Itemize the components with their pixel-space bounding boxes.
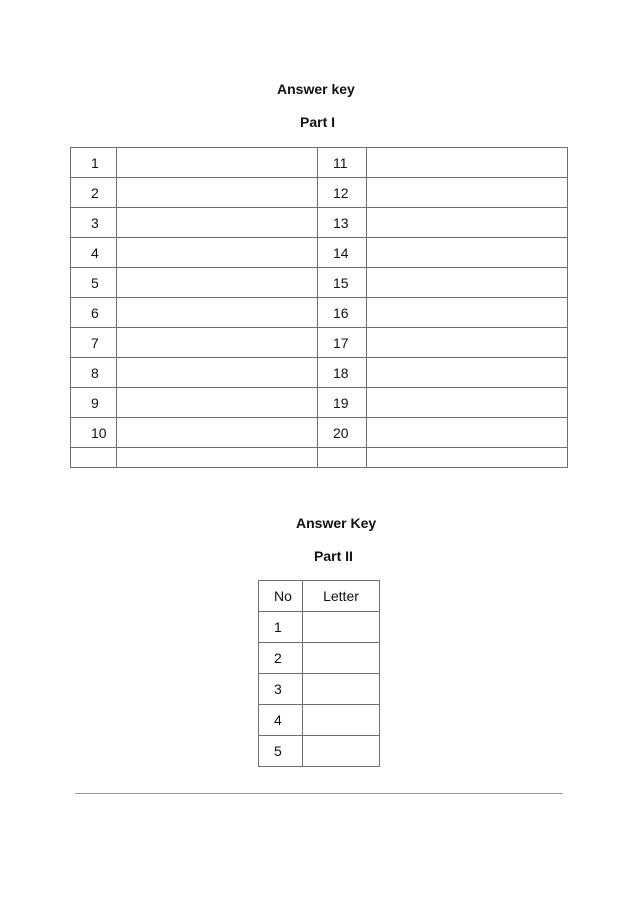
table-row: [71, 238, 568, 268]
letter-cell[interactable]: [303, 612, 380, 643]
question-number: 5: [259, 736, 303, 767]
answer-cell[interactable]: [117, 388, 318, 418]
answer-cell[interactable]: [117, 298, 318, 328]
column-header-no: No: [259, 581, 303, 612]
question-number: 14: [318, 238, 367, 268]
answer-cell[interactable]: [367, 148, 568, 178]
answer-cell[interactable]: [367, 328, 568, 358]
column-header-letter: Letter: [303, 581, 380, 612]
table-row: [71, 358, 568, 388]
table-row: [71, 148, 568, 178]
part1-subtitle: Part I: [300, 114, 336, 130]
question-number: 20: [318, 418, 367, 448]
question-number: 10: [71, 418, 117, 448]
answer-cell[interactable]: [367, 178, 568, 208]
part2-answer-table: [258, 580, 380, 767]
answer-cell[interactable]: [117, 268, 318, 298]
question-number: 1: [71, 148, 117, 178]
part2-subtitle: Part II: [314, 548, 353, 564]
question-number: 8: [71, 358, 117, 388]
answer-cell[interactable]: [117, 238, 318, 268]
answer-cell[interactable]: [117, 358, 318, 388]
question-number: 7: [71, 328, 117, 358]
empty-cell: [367, 448, 568, 468]
letter-cell[interactable]: [303, 643, 380, 674]
footer-divider: [75, 793, 563, 794]
table-row-empty: [71, 448, 568, 468]
table-row: [259, 736, 380, 767]
question-number: 16: [318, 298, 367, 328]
letter-cell[interactable]: [303, 736, 380, 767]
table-row: [259, 674, 380, 705]
answer-cell[interactable]: [367, 418, 568, 448]
question-number: 4: [71, 238, 117, 268]
table-row: [71, 418, 568, 448]
table-row: [259, 612, 380, 643]
table-row: [71, 178, 568, 208]
question-number: 1: [259, 612, 303, 643]
answer-cell[interactable]: [367, 388, 568, 418]
table-row: [259, 643, 380, 674]
answer-cell[interactable]: [367, 358, 568, 388]
answer-cell[interactable]: [367, 298, 568, 328]
empty-cell: [117, 448, 318, 468]
question-number: 4: [259, 705, 303, 736]
answer-cell[interactable]: [117, 148, 318, 178]
table-row: [71, 208, 568, 238]
table-row: [259, 705, 380, 736]
question-number: 11: [318, 148, 367, 178]
letter-cell[interactable]: [303, 674, 380, 705]
table-row: [71, 298, 568, 328]
question-number: 2: [71, 178, 117, 208]
empty-cell: [71, 448, 117, 468]
empty-cell: [318, 448, 367, 468]
question-number: 17: [318, 328, 367, 358]
answer-cell[interactable]: [367, 268, 568, 298]
table-row: [71, 268, 568, 298]
question-number: 12: [318, 178, 367, 208]
part1-answer-table: [70, 147, 568, 468]
part2-title: Answer Key: [296, 515, 377, 531]
question-number: 3: [71, 208, 117, 238]
table-row: [71, 328, 568, 358]
answer-cell[interactable]: [117, 208, 318, 238]
question-number: 2: [259, 643, 303, 674]
answer-cell[interactable]: [117, 328, 318, 358]
question-number: 13: [318, 208, 367, 238]
answer-cell[interactable]: [117, 418, 318, 448]
answer-cell[interactable]: [367, 208, 568, 238]
question-number: 3: [259, 674, 303, 705]
question-number: 9: [71, 388, 117, 418]
question-number: 18: [318, 358, 367, 388]
table-row: [71, 388, 568, 418]
answer-cell[interactable]: [367, 238, 568, 268]
table-header-row: [259, 581, 380, 612]
letter-cell[interactable]: [303, 705, 380, 736]
question-number: 15: [318, 268, 367, 298]
answer-cell[interactable]: [117, 178, 318, 208]
question-number: 6: [71, 298, 117, 328]
question-number: 5: [71, 268, 117, 298]
question-number: 19: [318, 388, 367, 418]
part1-title: Answer key: [277, 81, 355, 97]
